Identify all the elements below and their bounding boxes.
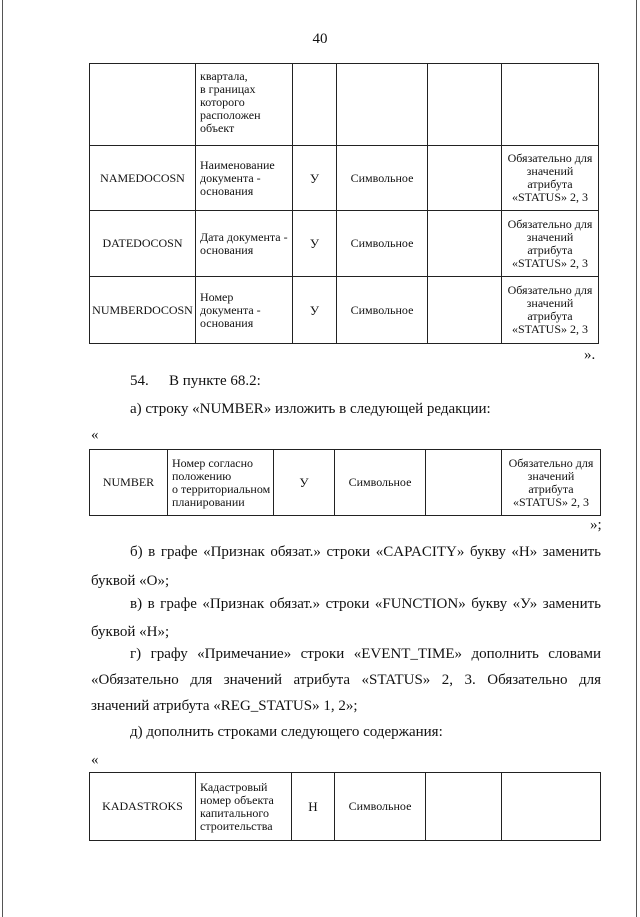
extra-cell bbox=[428, 146, 502, 211]
table-row bbox=[90, 277, 599, 344]
paragraph-d-line-1: г) графу «Примечание» строки «EVENT_TIME» дополнить словами bbox=[130, 646, 601, 662]
closing-quote: »; bbox=[590, 517, 602, 533]
paragraph-a: а) строку «NUMBER» изложить в следующей редакции: bbox=[130, 401, 491, 417]
code-cell: NUMBER bbox=[90, 450, 168, 516]
name-cell: Дата документа - основания bbox=[196, 211, 293, 277]
flag-cell: У bbox=[293, 277, 337, 344]
type-cell: Символьное bbox=[337, 146, 428, 211]
flag-cell: У bbox=[274, 450, 335, 516]
type-cell bbox=[337, 64, 428, 146]
paragraph-b-line-2: буквой «О»; bbox=[91, 573, 170, 589]
name-cell: квартала, в границах которого расположен объект bbox=[196, 64, 293, 146]
extra-cell bbox=[428, 277, 502, 344]
paragraph-d-line-2: «Обязательно для значений атрибута «STATUS» 2, 3. Обязательно для bbox=[91, 672, 601, 688]
paragraph-b-line-1: б) в графе «Признак обязат.» строки «CAPACITY» букву «Н» заменить bbox=[130, 544, 601, 560]
type-cell: Символьное bbox=[335, 773, 426, 841]
note-cell: Обязательно для значений атрибута «STATUS» 2, 3 bbox=[502, 450, 601, 516]
item-number: 54. bbox=[130, 373, 149, 389]
note-cell bbox=[502, 773, 601, 841]
code-cell: KADASTROKS bbox=[90, 773, 196, 841]
attribute-table-continued bbox=[89, 63, 599, 344]
flag-cell bbox=[293, 64, 337, 146]
name-cell: Кадастровый номер объекта капитального строительства bbox=[196, 773, 292, 841]
flag-cell: Н bbox=[292, 773, 335, 841]
note-cell: Обязательно для значений атрибута «STATUS» 2, 3 bbox=[502, 211, 599, 277]
extra-cell bbox=[428, 211, 502, 277]
kadastroks-table bbox=[89, 772, 601, 841]
table-row bbox=[90, 773, 601, 841]
page-number: 40 bbox=[312, 31, 328, 47]
flag-cell: У bbox=[293, 211, 337, 277]
paragraph-d-line-3: значений атрибута «REG_STATUS» 1, 2»; bbox=[91, 698, 358, 714]
opening-quote: « bbox=[91, 752, 99, 768]
table-row bbox=[90, 146, 599, 211]
table-row bbox=[90, 64, 599, 146]
scan-edge-right bbox=[636, 0, 637, 917]
type-cell: Символьное bbox=[337, 211, 428, 277]
extra-cell bbox=[428, 64, 502, 146]
flag-cell: У bbox=[293, 146, 337, 211]
extra-cell bbox=[426, 773, 502, 841]
paragraph-e: д) дополнить строками следующего содержания: bbox=[130, 724, 443, 740]
code-cell: NUMBERDOCOSN bbox=[90, 277, 196, 344]
paragraph-c-line-1: в) в графе «Признак обязат.» строки «FUNCTION» букву «У» заменить bbox=[130, 596, 601, 612]
name-cell: Наименование документа - основания bbox=[196, 146, 293, 211]
closing-quote: ». bbox=[584, 347, 596, 363]
note-cell: Обязательно для значений атрибута «STATUS» 2, 3 bbox=[502, 146, 599, 211]
table-row bbox=[90, 211, 599, 277]
extra-cell bbox=[426, 450, 502, 516]
name-cell: Номер согласно положению о территориальном планировании bbox=[168, 450, 274, 516]
note-cell: Обязательно для значений атрибута «STATUS» 2, 3 bbox=[502, 277, 599, 344]
name-cell: Номер документа - основания bbox=[196, 277, 293, 344]
note-cell bbox=[502, 64, 599, 146]
type-cell: Символьное bbox=[335, 450, 426, 516]
code-cell bbox=[90, 64, 196, 146]
table-row bbox=[90, 450, 601, 516]
number-row-table bbox=[89, 449, 601, 516]
code-cell: NAMEDOCOSN bbox=[90, 146, 196, 211]
scan-edge-left bbox=[2, 0, 3, 917]
item-title: В пункте 68.2: bbox=[169, 373, 261, 389]
opening-quote: « bbox=[91, 427, 99, 443]
code-cell: DATEDOCOSN bbox=[90, 211, 196, 277]
paragraph-c-line-2: буквой «Н»; bbox=[91, 624, 170, 640]
type-cell: Символьное bbox=[337, 277, 428, 344]
